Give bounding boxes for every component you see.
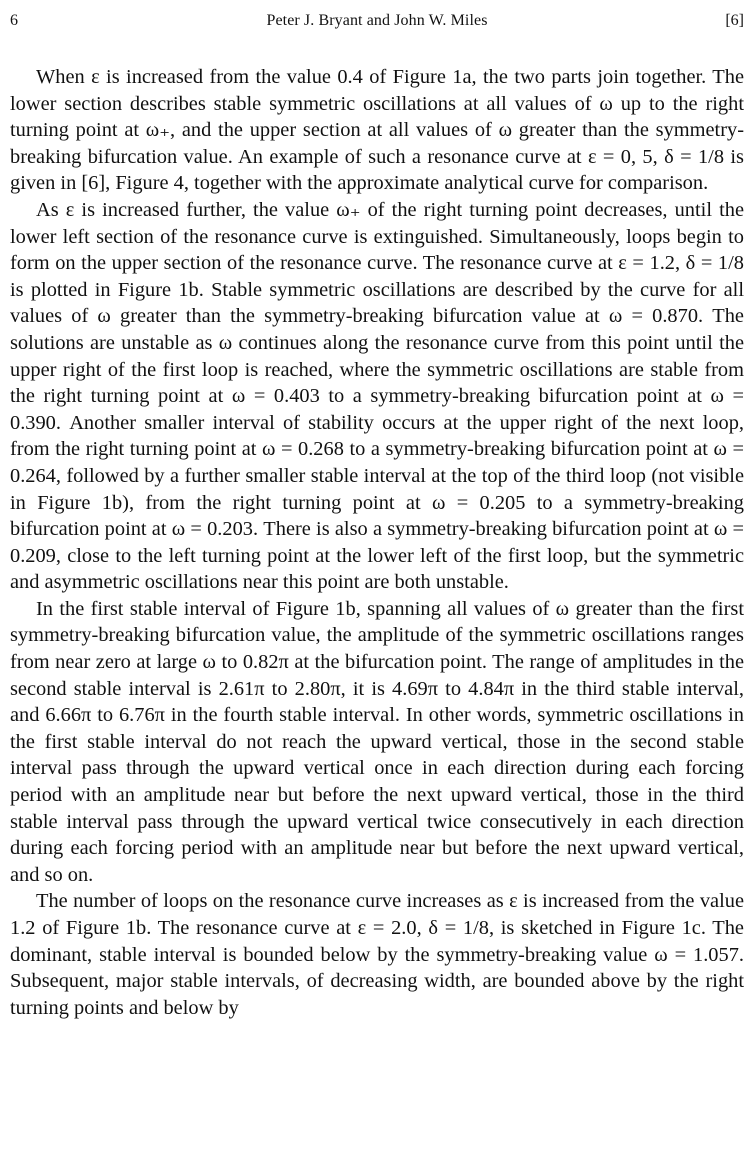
running-head	[10, 12, 744, 34]
reference-number: [6]	[725, 12, 744, 29]
running-head-authors: Peter J. Bryant and John W. Miles	[266, 12, 488, 29]
paragraph-2: As ε is increased further, the value ω₊ of the right turning point decreases, until the lower left section of the resonance curve is extinguished. Simultaneously, loops begin to form on the upper section of the resonance curve. The resonance curve at ε = 1.2, δ = 1/8 is plotted in Figure 1b. Stable symmetric oscillations are described by the curve for all values of ω greater than the symmetry-breaking bifurcation value at ω = 0.870. The solutions are unstable as ω continues along the resonance curve from this point until the upper right of the first loop is reached, where the symmetric oscillations are stable from the right turning point at ω = 0.403 to a symmetry-breaking bifurcation point at ω = 0.390. Another smaller interval of stability occurs at the upper right of the next loop, from the right turning point at ω = 0.268 to a symmetry-breaking bifurcation point at ω = 0.264, followed by a further smaller stable interval at the top of the third loop (not visible in Figure 1b), from the right turning point at ω = 0.205 to a symmetry-breaking bifurcation point at ω = 0.203. There is also a symmetry-breaking bifurcation point at ω = 0.209, close to the left turning point at the lower left of the first loop, but the symmetric and asymmetric oscillations near this point are both unstable.	[10, 198, 744, 594]
page	[10, 0, 744, 1021]
paragraph-1: When ε is increased from the value 0.4 of Figure 1a, the two parts join together. The lower section describes stable symmetric oscillations at all values of ω up to the right turning point at ω₊, and the upper section at all values of ω greater than the symmetry-breaking bifurcation value. An example of such a resonance curve at ε = 0, 5, δ = 1/8 is given in [6], Figure 4, together with the approximate analytical curve for comparison.	[10, 66, 744, 195]
page-number: 6	[10, 12, 18, 29]
paragraph-3: In the first stable interval of Figure 1b, spanning all values of ω greater than the first symmetry-breaking bifurcation value, the amplitude of the symmetric oscillations ranges from near zero at large ω to 0.82π at the bifurcation point. The range of amplitudes in the second stable interval is 2.61π to 2.80π, it is 4.69π to 4.84π in the third stable interval, and 6.66π to 6.76π in the fourth stable interval. In other words, symmetric oscillations in the first stable interval do not reach the upward vertical, those in the second stable interval pass through the upward vertical once in each direction during each forcing period with an amplitude near but before the next upward vertical, those in the third stable interval pass through the upward vertical twice consecutively in each direction during each forcing period with an amplitude near but before the next upward vertical, and so on.	[10, 597, 744, 886]
body-text	[10, 64, 744, 1021]
paragraph-4: The number of loops on the resonance curve increases as ε is increased from the value 1.2 of Figure 1b. The resonance curve at ε = 2.0, δ = 1/8, is sketched in Figure 1c. The dominant, stable interval is bounded below by the symmetry-breaking value ω = 1.057. Subsequent, major stable intervals, of decreasing width, are bounded above by the right turning points and below by	[10, 890, 744, 1019]
